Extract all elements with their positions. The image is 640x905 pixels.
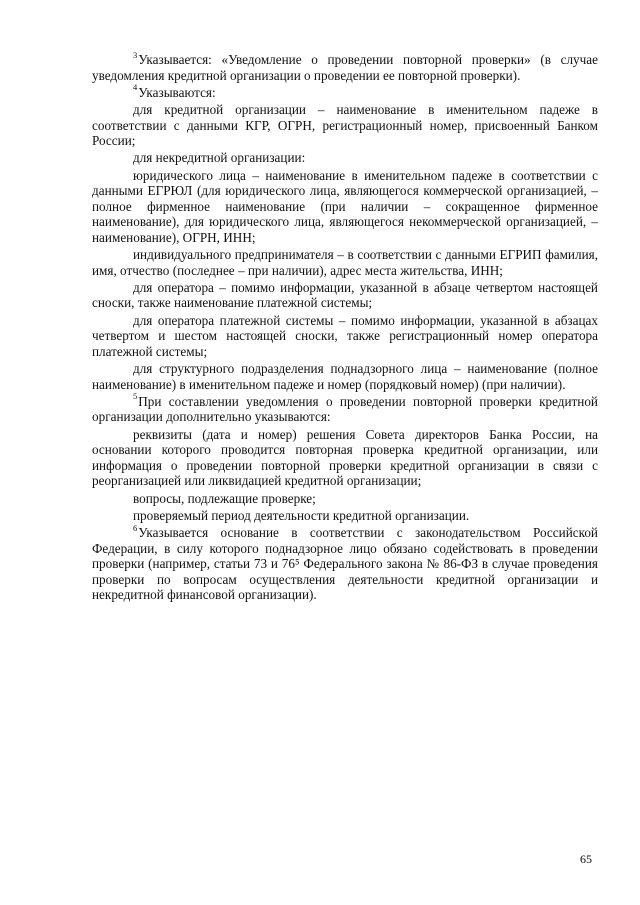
footnote-text: Указывается основание в соответствии с законодательством Российской Федерации, в силу которого поднадзорное лицо обязано содействовать в проведении проверки (например, статьи 73 и 76⁵ Федерального закона № 86-ФЗ в случае проведения проверки по вопросам осуществления деятельности кредитной организации и некредитной финансовой организации). bbox=[92, 524, 598, 603]
footnote-text: Указывается: «Уведомление о проведении повторной проверки» (в случае уведомления кредитной организации о проведении ее повторной проверки). bbox=[92, 52, 598, 83]
footnote-paragraph bbox=[92, 150, 598, 166]
footnote-text: реквизиты (дата и номер) решения Совета директоров Банка России, на основании которого проводится повторная проверка кредитной организации, или информация о проведении повторной проверки кредитной организации в связи с реорганизацией или ликвидацией кредитной организации; bbox=[92, 426, 598, 489]
footnote-mark: 3 bbox=[133, 49, 138, 60]
footnote-paragraph bbox=[92, 313, 598, 360]
footnote-mark: 6 bbox=[133, 522, 138, 533]
footnote-text: для некредитной организации: bbox=[133, 150, 306, 166]
footnote-paragraph bbox=[92, 522, 598, 603]
footnote-text: юридического лица – наименование в именительном падеже в соответствии с данными ЕГРЮЛ (для юридического лица, являющегося коммерческой организацией, – полное фирменное наименование (при наличии – сокращенное фирменное наименование), для юридического лица, являющегося некоммерческой организацией, – наименование), ОГРН, ИНН; bbox=[92, 167, 598, 245]
footnote-paragraph bbox=[92, 427, 598, 489]
footnote-paragraph bbox=[92, 361, 598, 392]
footnote-paragraph bbox=[92, 82, 598, 101]
footnote-paragraph bbox=[92, 508, 598, 524]
footnote-mark: 5 bbox=[133, 391, 138, 402]
footnote-text: вопросы, подлежащие проверке; bbox=[133, 490, 316, 506]
footnote-paragraph bbox=[92, 247, 598, 278]
footnote-text: При составлении уведомления о проведении повторной проверки кредитной организации дополнительно указываются: bbox=[92, 393, 598, 425]
footnote-paragraph bbox=[92, 49, 598, 83]
footnote-text: для оператора платежной системы – помимо информации, указанной в абзацах четвертом и шестом настоящей сноски, также регистрационный номер оператора платежной системы; bbox=[92, 312, 598, 359]
footnote-paragraph bbox=[92, 491, 598, 507]
footnote-text: для кредитной организации – наименование в именительном падеже в соответствии с данными КГР, ОГРН, регистрационный номер, присвоенный Банком России; bbox=[92, 101, 598, 149]
footnote-text: для структурного подразделения поднадзорного лица – наименование (полное наименование) в именительном падеже и номер (порядковый номер) (при наличии). bbox=[92, 361, 598, 392]
footnotes-block bbox=[92, 49, 598, 605]
footnote-paragraph bbox=[92, 102, 598, 149]
footnote-paragraph bbox=[92, 168, 598, 246]
footnote-mark: 4 bbox=[133, 82, 138, 93]
footnote-text: проверяемый период деятельности кредитной организации. bbox=[133, 507, 470, 523]
footnote-paragraph bbox=[92, 391, 598, 425]
footnote-text: Указываются: bbox=[138, 84, 216, 100]
page-number: 65 bbox=[580, 852, 592, 866]
footnote-text: для оператора – помимо информации, указанной в абзаце четвертом настоящей сноски, также наименование платежной системы; bbox=[92, 279, 598, 311]
footnote-paragraph bbox=[92, 280, 598, 311]
footnote-text: индивидуального предпринимателя – в соответствии с данными ЕГРИП фамилия, имя, отчество (последнее – при наличии), адрес места жительства, ИНН; bbox=[92, 247, 598, 278]
